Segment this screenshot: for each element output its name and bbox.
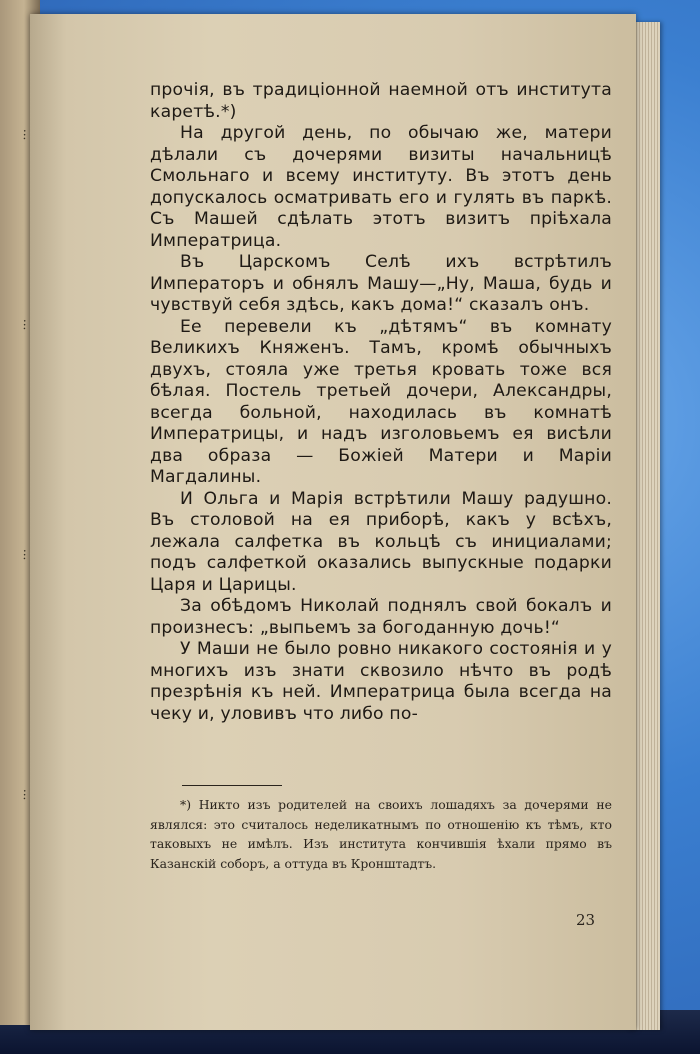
left-page-fragment: ... [14, 548, 29, 561]
paragraph: За обѣдомъ Николай поднялъ свой бокалъ и произнесъ: „выпьемъ за богоданную дочь!“ [150, 596, 612, 638]
left-page-fragment: ... [14, 788, 29, 801]
footnote-text: *) Никто изъ родителей на своихъ лошадяхъ за дочерями не являлся: это считалось неделикатнымъ по отношенію къ тѣмъ, кто таковыхъ не имѣлъ. Изъ института кончившія ѣхали прямо въ Казанскій соборъ, а оттуда въ Кронштадтъ. [150, 797, 612, 871]
paragraph: прочія, въ традиціонной наемной отъ института каретѣ.*) [150, 80, 612, 122]
paragraph: На другой день, по обычаю же, матери дѣлали съ дочерями визиты начальницѣ Смольнаго и всему институту. Въ этотъ день допускалось осматривать его и гулять въ паркѣ. Съ Машей сдѣлать этотъ визитъ пріѣхала Императрица. [150, 123, 612, 251]
book-page [30, 14, 636, 1030]
main-text [150, 80, 612, 725]
paragraph: И Ольга и Марія встрѣтили Машу радушно. Въ столовой на ея приборѣ, какъ у всѣхъ, лежала салфетка въ кольцѣ съ инициалами; подъ салфеткой оказались выпускные подарки Царя и Царицы. [150, 488, 612, 595]
left-page-fragment: ... [14, 318, 29, 331]
paragraph: Ее перевели къ „дѣтямъ“ въ комнату Великихъ Княженъ. Тамъ, кромѣ обычныхъ двухъ, стояла уже третья кровать тоже вся бѣлая. Постель третьей дочери, Александры, всегда больной, находилась въ комнатѣ Императрицы, и надъ изголовьемъ ея висѣли два образа — Божіей Матери и Маріи Магдалины. [150, 316, 612, 487]
paragraph: Въ Царскомъ Селѣ ихъ встрѣтилъ Императоръ и обнялъ Машу—„Ну, Маша, будь и чувствуй себя здѣсь, какъ дома!“ сказалъ онъ. [150, 252, 612, 315]
footnote-divider [182, 785, 282, 786]
left-page-fragment: ... [14, 128, 29, 141]
page-number: 23 [576, 911, 596, 929]
footnote [150, 795, 612, 873]
paragraph: У Маши не было ровно никакого состоянія и у многихъ изъ знати сквозило нѣчто въ родѣ презрѣнія къ ней. Императрица была всегда на чеку и, уловивъ что либо по- [150, 639, 612, 724]
